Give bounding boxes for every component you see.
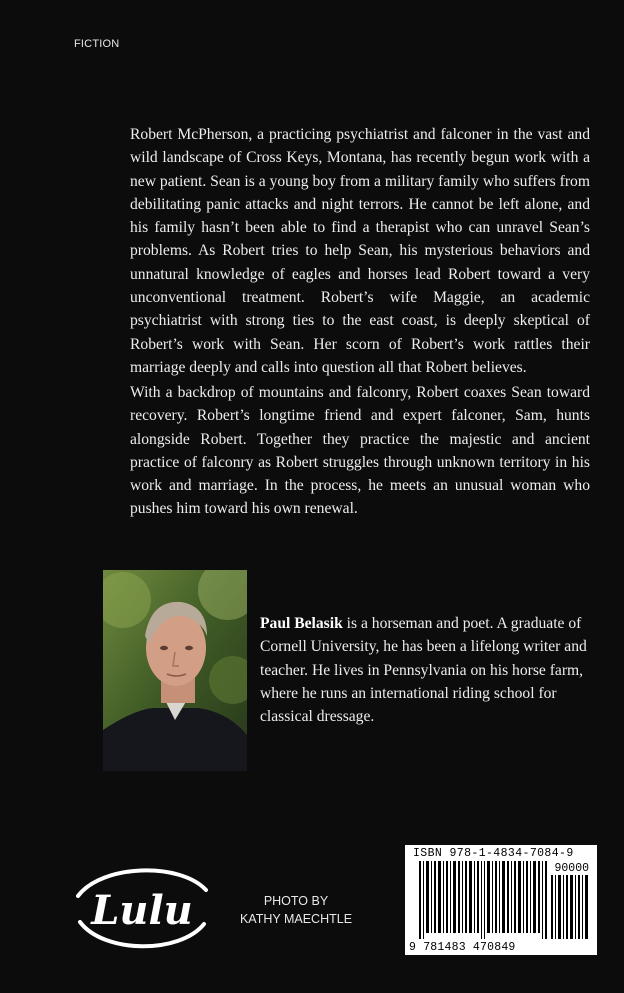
photo-credit-line-1: PHOTO BY bbox=[263, 894, 329, 908]
author-photo bbox=[103, 570, 247, 771]
author-bio bbox=[260, 612, 592, 728]
ean-digits: 9 781483 470849 bbox=[409, 941, 516, 954]
isbn-barcode bbox=[405, 845, 597, 955]
svg-text:Lulu: Lulu bbox=[91, 887, 193, 934]
lulu-logo bbox=[72, 858, 212, 958]
blurb-paragraph-2: With a backdrop of mountains and falconry, Robert coaxes Sean toward recovery. Robert’s longtime friend and expert falconer, Sam, hunts alongside Robert. Together they practice the majestic and ancient practice of falconry as Robert struggles through unknown territory in his work and marriage. In the process, he meets an unusual woman who pushes him toward his own renewal. bbox=[130, 384, 590, 518]
blurb-paragraph-1: Robert McPherson, a practicing psychiatrist and falconer in the vast and wild landscape of Cross Keys, Montana, has recently begun work with a new patient. Sean is a young boy from a military family who suffers from debilitating panic attacks and night terrors. He cannot be left alone, and his family hasn’t been able to find a therapist who can unravel Sean’s problems. As Robert tries to help Sean, his mysterious behaviors and unnatural knowledge of eagles and horses lead Robert toward a very unconventional treatment. Robert’s wife Maggie, an academic psychiatrist with strong ties to the east coast, is deeply skeptical of Robert’s work with Sean. Her scorn of Robert’s work rattles their marriage deeply and calls into question all that Robert believes. bbox=[130, 126, 590, 376]
barcode-bars bbox=[405, 845, 597, 955]
photo-credit-line-2: KATHY MAECHTLE bbox=[239, 912, 353, 926]
isbn-text: ISBN 978-1-4834-7084-9 bbox=[413, 847, 574, 860]
author-bio-text: is a horseman and poet. A graduate of Cornell University, he has been a lifelong writer and teacher. He lives in Pennsylvania on his horse farm, where he runs an international riding school for classical dressage. bbox=[260, 615, 587, 726]
price-code: 90000 bbox=[554, 862, 589, 875]
author-name: Paul Belasik bbox=[260, 615, 343, 632]
genre-label: FICTION bbox=[74, 38, 120, 50]
photo-credit bbox=[232, 892, 360, 928]
